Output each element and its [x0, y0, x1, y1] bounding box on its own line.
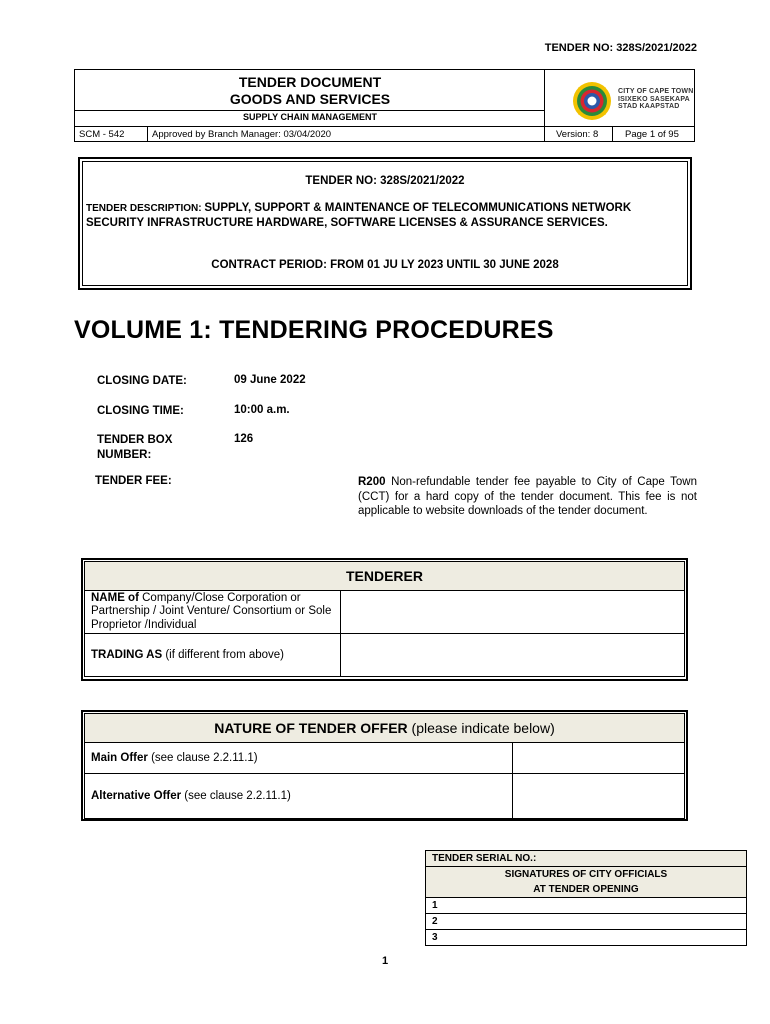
nature-heading [85, 714, 685, 743]
signatures-line-2: AT TENDER OPENING [533, 884, 639, 895]
alt-offer-bold: Alternative Offer [91, 790, 182, 802]
tenderer-name-input[interactable] [341, 591, 685, 634]
logo-line-1: CITY OF CAPE TOWN [618, 88, 694, 95]
city-logo-text [618, 88, 693, 111]
main-offer-label [85, 743, 513, 774]
page-count: Page 1 of 95 [625, 129, 679, 140]
logo-line-3: STAD KAAPSTAD [618, 103, 680, 110]
alternative-offer-input[interactable] [513, 774, 685, 819]
trading-as-label [85, 634, 341, 677]
approval-note: Approved by Branch Manager: 03/04/2020 [152, 129, 332, 140]
main-offer-input[interactable] [513, 743, 685, 774]
nature-heading-rest: (please indicate below) [407, 720, 555, 736]
name-label-rest: Company/Close Corporation or Partnership / Joint Venture/ Consortium or Sole Proprietor /Individual [91, 591, 332, 631]
trading-label-rest: (if different from above) [162, 649, 285, 661]
tender-description [86, 201, 682, 230]
version: Version: 8 [556, 129, 599, 140]
header-title-line-2: GOODS AND SERVICES [229, 91, 391, 107]
city-logo-icon [572, 81, 612, 121]
tender-fee-text [358, 475, 697, 519]
nature-heading-bold: NATURE OF TENDER OFFER [214, 720, 408, 736]
tender-box-label-line-1: TENDER BOX [97, 434, 173, 446]
trading-label-bold: TRADING AS [91, 649, 163, 661]
main-offer-rest: (see clause 2.2.11.1) [147, 752, 258, 764]
closing-time-value: 10:00 a.m. [234, 404, 290, 416]
header-title [75, 74, 545, 108]
name-label-bold: NAME of [91, 591, 139, 604]
main-offer-bold: Main Offer [91, 752, 148, 764]
serial-label: TENDER SERIAL NO.: [426, 851, 747, 867]
tenderer-name-label [85, 591, 341, 634]
form-code: SCM - 542 [79, 129, 125, 140]
top-tender-number: TENDER NO: 328S/2021/2022 [544, 42, 697, 54]
alt-offer-rest: (see clause 2.2.11.1) [181, 790, 291, 802]
alternative-offer-label [85, 774, 513, 819]
signature-row[interactable]: 2 [426, 914, 747, 930]
tender-box-value: 126 [234, 433, 254, 445]
tender-fee-amount: R200 [358, 476, 386, 488]
closing-time-label: CLOSING TIME: [97, 405, 184, 417]
tender-fee-label: TENDER FEE: [95, 475, 172, 487]
contract-period: CONTRACT PERIOD: FROM 01 JU LY 2023 UNTIL 30 JUNE 2028 [211, 259, 559, 271]
description-label: TENDER DESCRIPTION: [86, 203, 205, 214]
closing-date-label: CLOSING DATE: [97, 375, 187, 387]
signature-row[interactable]: 3 [426, 930, 747, 946]
document-header [74, 69, 695, 142]
tender-box-label [97, 433, 172, 463]
header-subtitle: SUPPLY CHAIN MANAGEMENT [242, 112, 377, 122]
tenderer-table [84, 561, 685, 677]
tender-serial-table [425, 850, 747, 946]
page-number: 1 [381, 955, 389, 967]
signatures-line-1: SIGNATURES OF CITY OFFICIALS [504, 869, 668, 880]
header-title-line-1: TENDER DOCUMENT [238, 74, 382, 90]
summary-tender-number: TENDER NO: 328S/2021/2022 [305, 175, 465, 187]
tenderer-heading: TENDERER [85, 562, 685, 591]
signatures-heading [426, 867, 747, 898]
closing-date-value: 09 June 2022 [234, 374, 306, 386]
trading-as-input[interactable] [341, 634, 685, 677]
description-text: SUPPLY, SUPPORT & MAINTENANCE OF TELECOMMUNICATIONS NETWORK SECURITY INFRASTRUCTURE HARDWARE, SOFTWARE LICENSES & ASSURANCE SERVICES. [86, 202, 632, 229]
tender-box-label-line-2: NUMBER: [97, 449, 152, 461]
volume-title: VOLUME 1: TENDERING PROCEDURES [74, 316, 554, 344]
tender-fee-description: Non-refundable tender fee payable to City of Cape Town (CCT) for a hard copy of the tender document. This fee is not applicable to website downloads of the tender document. [358, 476, 697, 517]
signature-row[interactable]: 1 [426, 898, 747, 914]
nature-of-offer-table [84, 713, 685, 819]
logo-line-2: ISIXEKO SASEKAPA [618, 95, 690, 103]
tender-summary-box [78, 157, 692, 290]
